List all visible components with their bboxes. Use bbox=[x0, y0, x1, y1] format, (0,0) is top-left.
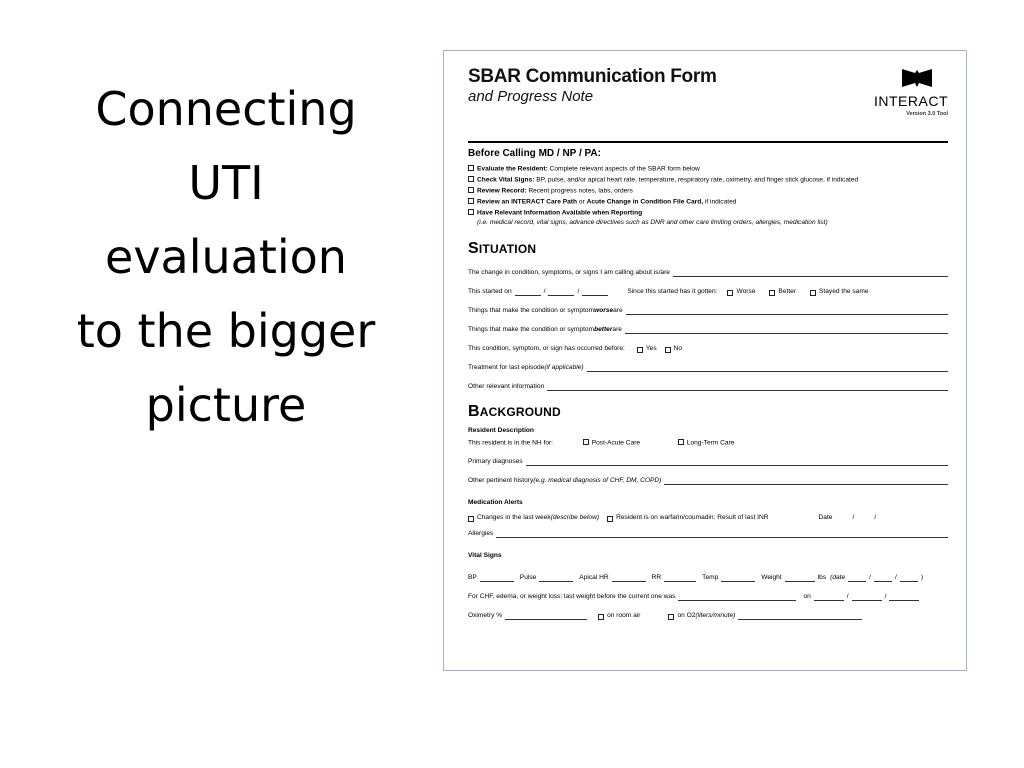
field-emphasis: (e.g. medical diagnosis of CHF, DM, COPD) bbox=[533, 477, 662, 485]
slide-title-line: to the bigger bbox=[76, 304, 376, 358]
field-label: Treatment for last episode bbox=[468, 364, 545, 372]
field-label: Changes in the last week bbox=[477, 514, 551, 522]
chf-weight-field: For CHF, edema, or weight loss: last weight before the current one was on / / bbox=[468, 585, 948, 604]
fill-line bbox=[738, 614, 862, 620]
checklist-text: if indicated bbox=[703, 198, 737, 206]
checkbox bbox=[637, 347, 643, 353]
nh-field bbox=[468, 439, 948, 450]
fill-line bbox=[582, 290, 608, 296]
slide-title-line: Connecting bbox=[95, 82, 357, 136]
fill-line bbox=[496, 532, 948, 538]
fill-line bbox=[526, 460, 948, 466]
checkbox bbox=[468, 187, 474, 193]
fill-line bbox=[721, 576, 755, 582]
checklist-item bbox=[468, 187, 948, 198]
checklist-bold: Check Vital Signs: bbox=[477, 176, 535, 184]
checkbox bbox=[598, 614, 604, 620]
checklist-bold: Have Relevant Information Available when Reporting bbox=[477, 209, 643, 217]
checklist-item bbox=[468, 198, 948, 209]
vital-signs-heading: Vital Signs bbox=[468, 552, 502, 559]
header-rule bbox=[468, 141, 948, 143]
checklist-bold: Acute Change in Condition File Card, bbox=[586, 198, 704, 206]
checklist-note: (i.e. medical record, vital signs, advance directives such as DNR and other care limiting orders, allergies, medication list) bbox=[477, 219, 828, 226]
slide-title bbox=[40, 72, 412, 442]
field-label: Temp bbox=[702, 574, 719, 582]
checklist-text: or bbox=[577, 198, 587, 206]
checklist-bold: Evaluate the Resident: bbox=[477, 165, 548, 173]
field-label: Pulse bbox=[519, 574, 537, 582]
sbar-form-image bbox=[443, 50, 967, 671]
checklist-item bbox=[468, 165, 948, 176]
checkbox bbox=[769, 290, 775, 296]
option-label: Better bbox=[778, 288, 797, 296]
checkbox bbox=[727, 290, 733, 296]
heading-cap: B bbox=[468, 403, 480, 420]
field-label: are bbox=[613, 307, 623, 315]
slide-title-line: evaluation bbox=[105, 230, 347, 284]
field-label: lbs bbox=[817, 574, 827, 582]
checkbox bbox=[678, 439, 684, 445]
field-emphasis: (liters/minute) bbox=[695, 612, 736, 620]
slide-title-line: UTI bbox=[188, 156, 264, 210]
checklist-bold: Review an INTERACT Care Path bbox=[477, 198, 578, 206]
situation-heading bbox=[468, 241, 948, 257]
fill-line bbox=[539, 576, 573, 582]
checkbox bbox=[668, 614, 674, 620]
interact-logo bbox=[858, 67, 948, 117]
field-label: This resident is in the NH for: bbox=[468, 439, 554, 447]
checkbox bbox=[468, 209, 474, 215]
option-label: No bbox=[673, 345, 683, 353]
fill-line bbox=[664, 479, 948, 485]
fill-line bbox=[785, 576, 815, 582]
field-label: Weight bbox=[761, 574, 782, 582]
fill-line bbox=[814, 595, 844, 601]
field-label: Primary diagnoses bbox=[468, 458, 523, 466]
fill-line bbox=[678, 595, 796, 601]
fill-line bbox=[664, 576, 696, 582]
resident-description-heading: Resident Description bbox=[468, 427, 534, 434]
option-label: Post-Acute Care bbox=[591, 439, 641, 447]
checkbox bbox=[810, 290, 816, 296]
fill-line bbox=[587, 366, 948, 372]
field-label: Apical HR bbox=[579, 574, 609, 582]
medication-alerts-heading: Medication Alerts bbox=[468, 499, 523, 506]
checkbox bbox=[665, 347, 671, 353]
checkbox bbox=[468, 176, 474, 182]
field-label: on bbox=[803, 593, 811, 601]
pertinent-history-field bbox=[468, 469, 948, 488]
field-emphasis: (describe below) bbox=[550, 514, 600, 522]
field-label: are bbox=[612, 326, 622, 334]
field-label: Since this started has it gotten: bbox=[627, 288, 718, 296]
situation-section bbox=[468, 241, 948, 394]
checklist-item bbox=[468, 176, 948, 187]
form-subtitle: and Progress Note bbox=[468, 88, 594, 105]
checkbox bbox=[468, 516, 474, 522]
oximetry-field bbox=[468, 604, 948, 623]
field-label: The change in condition, symptoms, or signs I am calling about is/are bbox=[468, 269, 670, 277]
field-label: Things that make the condition or symptom bbox=[468, 307, 595, 315]
book-logo-icon bbox=[900, 67, 934, 89]
fill-line bbox=[547, 385, 948, 391]
worse-field bbox=[468, 299, 948, 318]
fill-line bbox=[673, 271, 948, 277]
fill-line bbox=[626, 309, 948, 315]
option-label: on O2 bbox=[677, 612, 696, 620]
field-label: Other relevant information bbox=[468, 383, 545, 391]
field-label: Oximetry % bbox=[468, 612, 503, 620]
field-emphasis: (if applicable) bbox=[544, 364, 584, 372]
option-label: Long-Term Care bbox=[686, 439, 735, 447]
heading-rest: ITUATION bbox=[478, 242, 537, 256]
heading-rest: ACKGROUND bbox=[479, 405, 561, 419]
field-label: Other pertinent history bbox=[468, 477, 534, 485]
logo-version: Version 3.0 Tool bbox=[906, 110, 948, 117]
fill-line bbox=[548, 290, 574, 296]
fill-line bbox=[515, 290, 541, 296]
form-title: SBAR Communication Form bbox=[468, 66, 717, 87]
fill-line bbox=[848, 576, 866, 582]
field-label: This started on bbox=[468, 288, 512, 296]
field-emphasis: worse bbox=[594, 307, 614, 315]
fill-line bbox=[480, 576, 514, 582]
fill-line bbox=[889, 595, 919, 601]
better-field bbox=[468, 318, 948, 337]
checkbox bbox=[607, 516, 613, 522]
checklist-text: BP, pulse, and/or apical heart rate, temperature, respiratory rate, oximetry, and finger stick glucose, if indicated bbox=[534, 176, 859, 184]
checkbox bbox=[583, 439, 589, 445]
checklist-text: Complete relevant aspects of the SBAR form below bbox=[547, 165, 700, 173]
fill-line bbox=[505, 614, 587, 620]
occurred-field bbox=[468, 337, 948, 356]
fill-line bbox=[874, 576, 892, 582]
field-label: RR bbox=[651, 574, 662, 582]
treatment-field bbox=[468, 356, 948, 375]
field-label: For CHF, edema, or weight loss: last weight before the current one was bbox=[468, 593, 676, 601]
vitals-field: BP Pulse Apical HR RR Temp Weight lbs (date / / ) bbox=[468, 574, 924, 582]
before-calling-section bbox=[468, 149, 948, 231]
checkbox bbox=[468, 198, 474, 204]
background-section bbox=[468, 404, 948, 623]
heading-cap: S bbox=[468, 240, 479, 257]
fill-line bbox=[625, 328, 948, 334]
fill-line bbox=[852, 595, 882, 601]
started-field: This started on / / Since this started has it gotten: Worse Better Stayed the same bbox=[468, 288, 869, 296]
before-calling-title: Before Calling MD / NP / PA: bbox=[468, 148, 601, 159]
change-field bbox=[468, 261, 948, 280]
background-heading bbox=[468, 404, 948, 420]
medication-field: Changes in the last week (describe below) Resident is on warfarin/coumadin: Result of last INR Date / / bbox=[468, 511, 948, 522]
option-label: Yes bbox=[645, 345, 657, 353]
allergies-field bbox=[468, 522, 948, 541]
field-emphasis: better bbox=[594, 326, 613, 334]
option-label: Worse bbox=[736, 288, 756, 296]
logo-text: INTERACT bbox=[874, 92, 948, 109]
fill-line bbox=[900, 576, 918, 582]
slide-title-line: picture bbox=[145, 378, 307, 432]
field-emphasis: (date bbox=[830, 574, 846, 582]
checkbox bbox=[468, 165, 474, 171]
option-label: on room air bbox=[607, 612, 641, 620]
field-label: Date bbox=[818, 514, 833, 522]
fill-line bbox=[612, 576, 646, 582]
checklist-text: Recent progress notes, labs, orders bbox=[526, 187, 633, 195]
field-label: This condition, symptom, or sign has occurred before: bbox=[468, 345, 625, 353]
field-label: Resident is on warfarin/coumadin: Result of last INR bbox=[616, 514, 769, 522]
primary-diagnoses-field bbox=[468, 450, 948, 469]
other-info-field bbox=[468, 375, 948, 394]
field-label: Allergies bbox=[468, 530, 494, 538]
form-header bbox=[468, 67, 948, 143]
field-label: BP bbox=[468, 574, 477, 582]
field-label: Things that make the condition or symptom bbox=[468, 326, 595, 334]
checklist-bold: Review Record: bbox=[477, 187, 527, 195]
option-label: Stayed the same bbox=[819, 288, 869, 296]
